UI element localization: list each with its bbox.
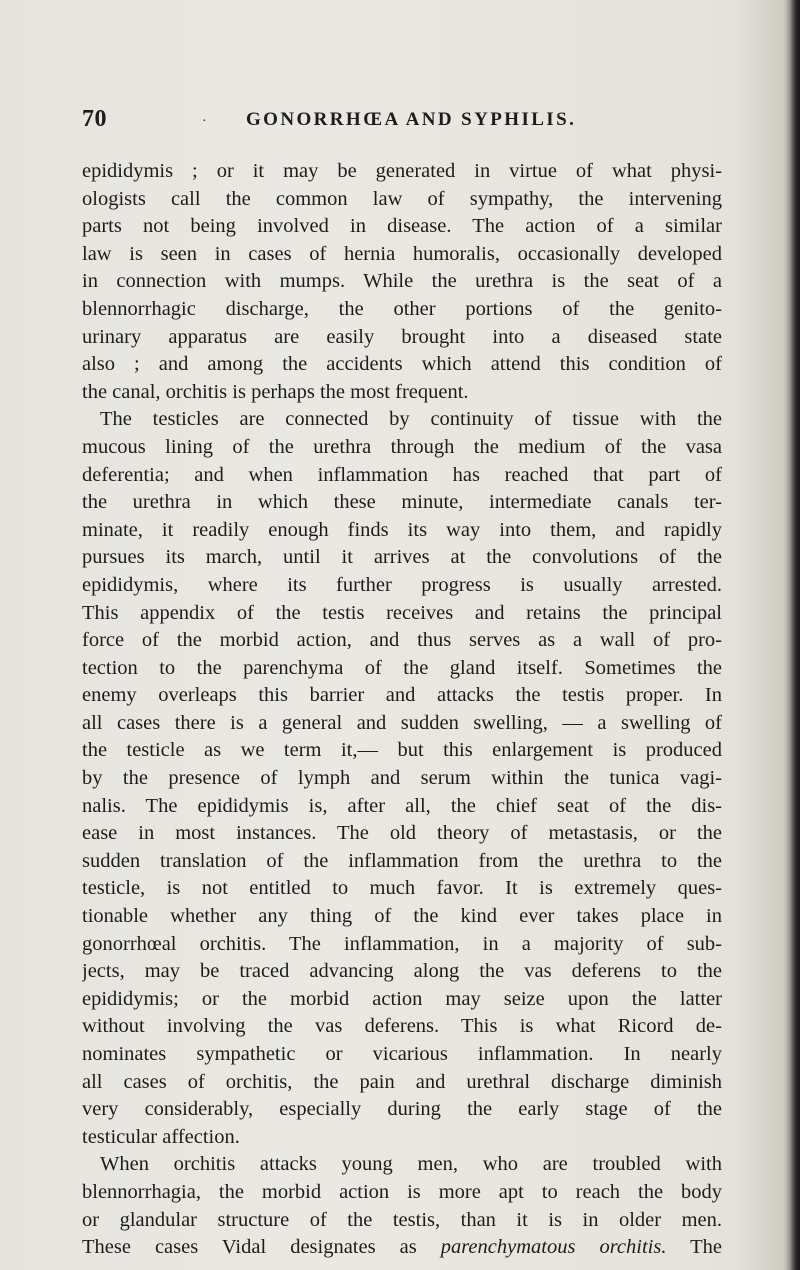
text-line: testicular affection. [82,1125,240,1148]
header-separator-dot: · [202,114,207,129]
text-line: epididymis; or the morbid action may seize upon the latter [82,987,722,1010]
text-line: very considerably, especially during the early stage of the [82,1098,722,1121]
text-line: deferentia; and when inflammation has reached that part of [82,463,722,486]
text-line: nalis. The epididymis is, after all, the chief seat of the dis- [82,794,722,817]
text-line: or glandular structure of the testis, than it is in older men. [82,1208,722,1231]
text-line: urinary apparatus are easily brought into a diseased state [82,325,722,348]
text-run: These cases Vidal designates as [82,1236,441,1259]
text-line: jects, may be traced advancing along the vas deferens to the [82,960,722,983]
paragraph [82,406,722,1151]
paragraph [82,158,722,406]
italic-term: parenchymatous orchitis. [440,1236,667,1259]
text-line: all cases there is a general and sudden swelling, — a swelling of [82,711,722,734]
text-line: tection to the parenchyma of the gland itself. Sometimes the [82,656,722,679]
text-line: blennorrhagia, the morbid action is more apt to reach the body [82,1180,722,1203]
text-line: the urethra in which these minute, intermediate canals ter- [82,491,722,514]
text-line: gonorrhœal orchitis. The inflammation, in a majority of sub- [82,932,722,955]
body-text [82,158,722,1262]
text-line: This appendix of the testis receives and retains the principal [82,601,722,624]
text-line: epididymis ; or it may be generated in virtue of what physi- [82,160,722,182]
text-line: nominates sympathetic or vicarious inflammation. In nearly [82,1043,722,1065]
text-line: testicle, is not entitled to much favor. It is extremely ques- [82,877,722,900]
text-line [82,1234,722,1262]
text-run: The [666,1236,722,1259]
text-line: ologists call the common law of sympathy, the intervening [82,187,722,210]
text-line: parts not being involved in disease. The action of a similar [82,215,722,238]
page-number: 70 [82,106,107,132]
text-line: sudden translation of the inflammation from the urethra to the [82,849,722,872]
page-header [82,106,722,136]
text-line: tionable whether any thing of the kind ever takes place in [82,905,722,928]
text-line: enemy overleaps this barrier and attacks the testis proper. In [82,684,722,707]
text-line: by the presence of lymph and serum within the tunica vagi- [82,767,722,790]
paragraph [82,1151,722,1261]
page-edge-shadow [790,0,800,1270]
text-line: also ; and among the accidents which attend this condition of [82,353,722,376]
text-line: blennorrhagic discharge, the other portions of the genito- [82,297,722,320]
text-line: law is seen in cases of hernia humoralis, occasionally developed [82,242,722,265]
running-title: GONORRHŒA AND SYPHILIS. [246,109,577,130]
text-line: The testicles are connected by continuity of tissue with the [100,408,722,431]
text-line: all cases of orchitis, the pain and urethral discharge diminish [82,1070,722,1093]
text-line: When orchitis attacks young men, who are troubled with [100,1153,722,1176]
text-line: without involving the vas deferens. This is what Ricord de- [82,1015,722,1038]
text-line: ease in most instances. The old theory of metastasis, or the [82,822,722,845]
text-line: force of the morbid action, and thus serves as a wall of pro- [82,629,722,652]
text-line: pursues its march, until it arrives at the convolutions of the [82,546,722,569]
text-line: epididymis, where its further progress is usually arrested. [82,573,722,596]
text-line: the testicle as we term it,— but this enlargement is produced [82,739,722,762]
text-line: mucous lining of the urethra through the medium of the vasa [82,435,722,458]
text-line: in connection with mumps. While the urethra is the seat of a [82,270,722,293]
text-line: minate, it readily enough finds its way into them, and rapidly [82,518,722,541]
text-line: the canal, orchitis is perhaps the most frequent. [82,380,469,403]
